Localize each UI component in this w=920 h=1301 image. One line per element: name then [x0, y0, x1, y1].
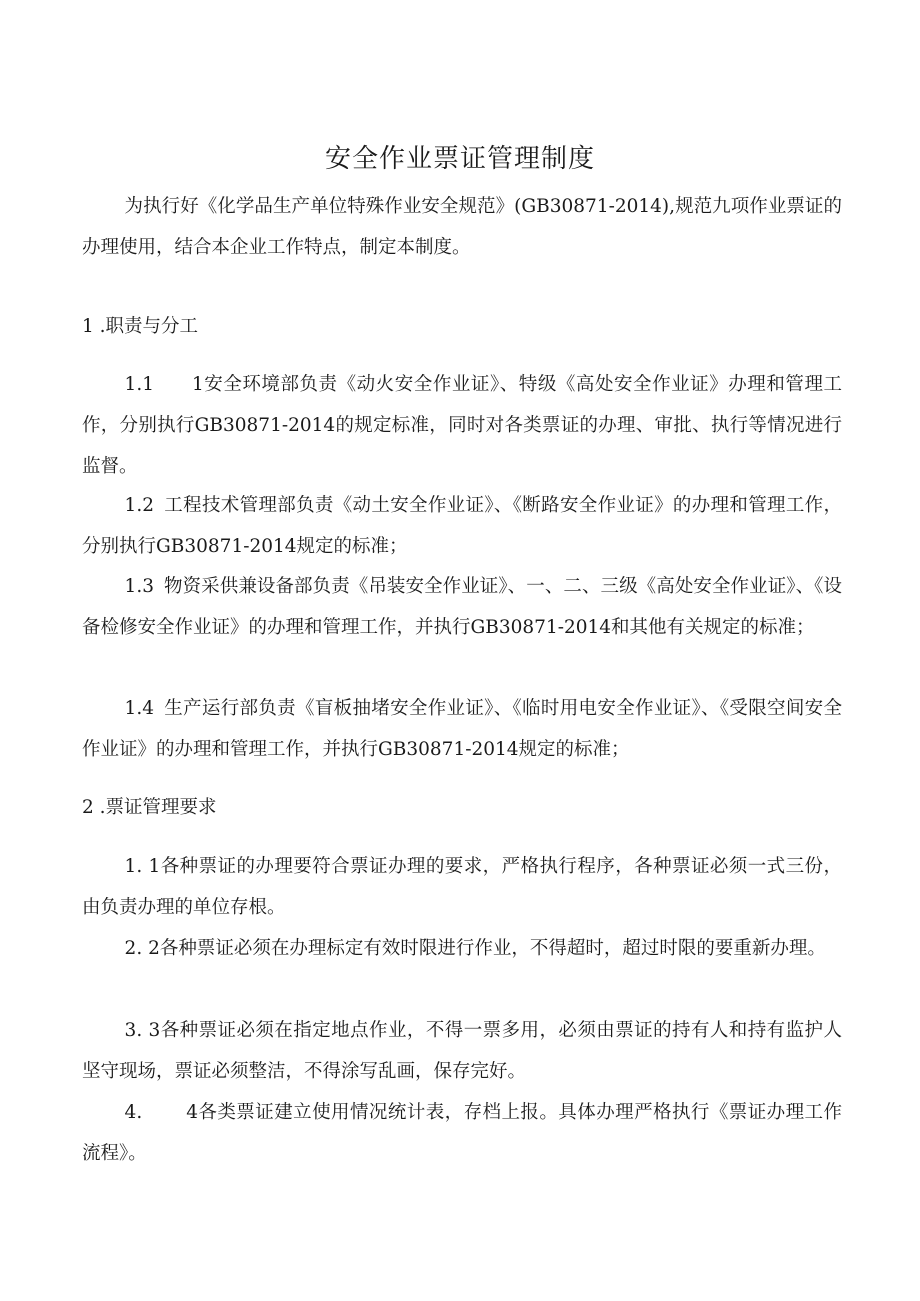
clause-2-4: [82, 1092, 842, 1174]
clause-number: 1. 1: [124, 856, 161, 877]
section-1-heading: 1 .职责与分工: [82, 316, 199, 337]
clause-text: 各种票证必须在指定地点作业，不得一票多用，必须由票证的持有人和持有监护人坚守现场，票证必须整洁，不得涂写乱画，保存完好。: [82, 1020, 842, 1082]
clause-number: 3. 3: [124, 1020, 161, 1041]
clause-2-3: [82, 1010, 842, 1092]
clause-1-4: [82, 688, 842, 770]
clause-1-1: [82, 364, 842, 487]
clause-number: 1.4: [124, 698, 154, 719]
document-title: 安全作业票证管理制度: [324, 144, 595, 174]
section-2-heading: 2 .票证管理要求: [82, 797, 217, 818]
clause-number: 1.3: [124, 576, 154, 597]
clause-number: 1.2: [124, 495, 154, 516]
clause-text: 各类票证建立使用情况统计表，存档上报。具体办理严格执行《票证办理工作流程》。: [82, 1102, 842, 1164]
clause-text: 各种票证的办理要符合票证办理的要求，严格执行程序，各种票证必须一式三份，由负责办理的单位存根。: [82, 856, 842, 918]
clause-subnumber: 4: [186, 1102, 198, 1123]
clause-text: 安全环境部负责《动火安全作业证》、特级《高处安全作业证》办理和管理工作，分别执行GB30871-2014的规定标准，同时对各类票证的办理、审批、执行等情况进行监督。: [82, 374, 842, 477]
clause-text: 各种票证必须在办理标定有效时限进行作业，不得超时，超过时限的要重新办理。: [159, 938, 826, 959]
clause-number: 4.: [124, 1102, 143, 1123]
clause-number: 2. 2: [124, 938, 160, 959]
clause-number: 1.1: [124, 374, 154, 395]
clause-subnumber: 1: [191, 374, 204, 395]
clause-text: 生产运行部负责《盲板抽堵安全作业证》、《临时用电安全作业证》、《受限空间安全作业证》的办理和管理工作，并执行GB30871-2014规定的标准；: [82, 698, 842, 760]
clause-text: 工程技术管理部负责《动土安全作业证》、《断路安全作业证》的办理和管理工作，分别执行GB30871-2014规定的标准；: [82, 495, 842, 557]
clause-2-2: [82, 928, 842, 969]
clause-2-1: [82, 846, 842, 928]
clause-1-2: [82, 485, 842, 567]
clause-text: 物资采供兼设备部负责《吊装安全作业证》、一、二、三级《高处安全作业证》、《设备检修安全作业证》的办理和管理工作，并执行GB30871-2014和其他有关规定的标准；: [82, 576, 842, 638]
intro-paragraph: 为执行好《化学品生产单位特殊作业安全规范》(GB30871-2014),规范九项作业票证的办理使用，结合本企业工作特点，制定本制度。: [82, 196, 842, 258]
clause-1-3: [82, 566, 842, 648]
